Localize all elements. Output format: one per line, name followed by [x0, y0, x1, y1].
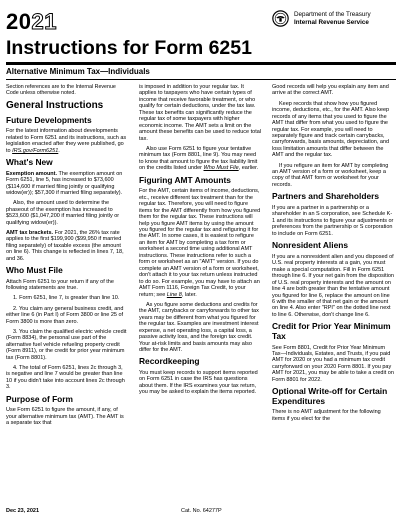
future-developments-text: [6, 128, 128, 154]
page-subtitle: Alternative Minimum Tax—Individuals: [6, 67, 150, 76]
who-item-2: 2. You claim any general business credit, and either line 6 (in Part I) of Form 3800 or line 25 of Form 3800 is more than zero.: [6, 305, 124, 325]
records-continued: Good records will help you explain any item and arrive at the correct AMT.: [272, 84, 389, 97]
heading-credit-prior-year: Credit for Prior Year Minimum Tax: [272, 321, 391, 341]
tax-year-prefix: 20: [6, 9, 32, 34]
heading-purpose-of-form: Purpose of Form: [6, 393, 74, 404]
who-item-3: 3. You claim the qualified electric vehicle credit (Form 8834), the personal use part of the alternative fuel vehicle refueling property credit (Form 8911), or the credit for prior year minimum tax (Form 8801).: [6, 328, 127, 361]
amt-brackets-text: For 2021, the 26% tax rate applies to the first $199,900 ($99,950 if married filing separately) of taxable excess (the amount on line 6). This change is reflected in lines 7, 18, and 36.: [6, 229, 124, 262]
heading-partners: Partners and Shareholders: [272, 191, 380, 202]
tentative-text: Also use Form 6251 to figure your tentative minimum tax (Form 8801, line 9). You may need to know that amount to figure the tax liability limit on the credits listed under: [139, 145, 258, 172]
heading-figuring-amt: Figuring AMT Amounts: [139, 174, 231, 185]
figuring-end: , later.: [181, 291, 197, 298]
who-item-4: 4. The total of Form 6251, lines 2c through 3, is negative and line 7 would be greater than line 10 if you didn't take into account lines 2c through 3.: [6, 364, 125, 391]
page-title: Instructions for Form 6251: [6, 37, 252, 59]
who-item-1: 1. Form 6251, line 7, is greater than line 10.: [13, 295, 120, 302]
optional-write-off-text: There is no AMT adjustment for the following items if you elect for the: [272, 409, 381, 422]
purpose-text: Use Form 6251 to figure the amount, if any, of your alternative minimum tax (AMT). The AMT is a separate tax that: [6, 407, 124, 427]
amt-brackets-paragraph: [6, 230, 128, 262]
title-divider: [6, 62, 396, 65]
column-1: [6, 84, 128, 431]
figuring-amt-paragraph: [139, 188, 261, 298]
tax-year: [6, 11, 57, 33]
heading-who-must-file: Who Must File: [6, 265, 63, 276]
future-text: For the latest information about developments related to Form 6251 and its instructions, such as legislation enacted after they were published, go to: [6, 128, 127, 154]
future-link[interactable]: IRS.gov/Form6251: [12, 147, 59, 154]
heading-recordkeeping: Recordkeeping: [139, 356, 200, 367]
footer-catalog-number: Cat. No. 64277P: [181, 508, 222, 514]
refigure-paragraph: If you refigure an item for AMT by completing an AMT version of a form or worksheet, keep a copy of that AMT form or worksheet for your records.: [272, 162, 389, 188]
tax-year-suffix: 21: [31, 9, 57, 34]
credit-prior-year-text: See Form 8801, Credit for Prior Year Minimum Tax—Individuals, Estates, and Trusts, if you paid AMT for 2020 or you had a minimum tax credit carryforward on your 2020 Form 8801. If you pay AMT for 2021, you may be able to take a credit on Form 8801 for 2022.: [272, 344, 394, 383]
figuring-text: For the AMT, certain items of income, deductions, etc., receive different tax treatment than for the regular tax. Therefore, you will need to figure items for the AMT differently from how you figured them for the regular tax. These instructions will help you figure AMT items by using the amount you figured for the regular tax and refiguring it for the AMT. In some cases, it is easiest to refigure an item for AMT by completing a tax form or worksheet a second time using additional AMT instructions. These instructions refer to such a form or worksheet as an "AMT" version. If you do complete an AMT version of a form or worksheet, don't attach it to your tax return unless instructed to do so. For example, you may have to attach an AMT Form 1116, Foreign Tax Credit, to your return; see: [139, 188, 261, 298]
exemption-paragraph: [6, 171, 128, 197]
exemption-text: The exemption amount on Form 6251, line 5, has increased to $73,600 ($114,600 if married filing jointly or qualifying widow(er)); $57,300 if married filing separately).: [6, 170, 123, 197]
column-2: [139, 84, 261, 400]
carryforwards-paragraph: As you figure some deductions and credits for the AMT, carrybacks or carryforwards to other tax years may be different from what you figured for the regular tax. Examples are investment interest expense, a net operating loss, a capital loss, a passive activity loss, and the foreign tax credit. Your at-risk limits and basis amounts may also differ for the AMT.: [139, 301, 259, 353]
who-must-file-link[interactable]: Who Must File: [203, 165, 239, 172]
who-must-file-text: Attach Form 6251 to your return if any of the following statements are true.: [6, 278, 114, 292]
heading-general-instructions: General Instructions: [6, 100, 104, 112]
recordkeeping-text: You must keep records to support items reported on Form 6251 in case the IRS has questions about them. If the IRS examines your tax return, you may be asked to explain the items reported.: [139, 370, 258, 396]
heading-nonresident-aliens: Nonresident Aliens: [272, 240, 349, 251]
heading-future-developments: Future Developments: [6, 114, 92, 125]
exemption-label: Exemption amount.: [6, 170, 58, 177]
line-8-link[interactable]: Line 8: [166, 291, 182, 298]
irs-eagle-seal-icon: [272, 10, 289, 27]
purpose-continued: is imposed in addition to your regular tax. It applies to taxpayers who have certain types of income that receive favorable treatment, or who qualify for certain deductions, under the tax law. These tax benefits can significantly reduce the regular tax of some taxpayers with higher economic income. The AMT sets a limit on the amount these benefits can be used to reduce total tax.: [139, 84, 261, 142]
column-3: [272, 84, 394, 426]
agency-department: Department of the Treasury: [294, 11, 371, 18]
heading-whats-new: What's New: [6, 157, 53, 168]
keep-records-paragraph: Keep records that show how you figured income, deductions, etc., for the AMT. Also keep records of any items that you used to figure the AMT that differ from what you used to figure the regular tax. For example, you will need to separately figure and track certain carrybacks, carryforwards, basis amounts, depreciation, and loss limitation amounts that differ between the AMT and the regular tax.: [272, 100, 390, 159]
heading-optional-write-off: Optional Write-off for Certain Expenditures: [272, 386, 388, 406]
partners-text: If you are a partner in a partnership or a shareholder in an S corporation, see Schedule K-1 and its instructions to figure your adjustments or preferences from the partnership or S corporation to include on Form 6251.: [272, 204, 394, 237]
nonresident-text: If you are a nonresident alien and you disposed of U.S. real property interests at a gain, you must make a special computation. Fill in Form 6251 through line 6. If your net gain from the disposition of U.S. real property interests and the amount on line 4 are both greater than the tentative amount you figured for line 6, replace the amount on line 6 with the smaller of that net gain or the amount on line 4. Also enter "RPI" on the dotted line next to line 6. Otherwise, don't change line 6.: [272, 253, 394, 318]
tentative-end: , earlier.: [238, 165, 259, 172]
intro-note: Section references are to the Internal Revenue Code unless otherwise noted.: [6, 84, 116, 97]
tentative-minimum-tax-paragraph: [139, 146, 261, 172]
agency-service: Internal Revenue Service: [294, 19, 369, 26]
future-end: .: [58, 147, 60, 154]
footer-date: Dec 23, 2021: [6, 508, 40, 514]
amt-brackets-label: AMT tax brackets.: [6, 229, 54, 236]
exemption-phaseout: Also, the amount used to determine the phaseout of the exemption has increased to $523,600 ($1,047,200 if married filing jointly or qualifying widow(er)).: [6, 200, 120, 226]
subtitle-divider: [6, 79, 396, 80]
